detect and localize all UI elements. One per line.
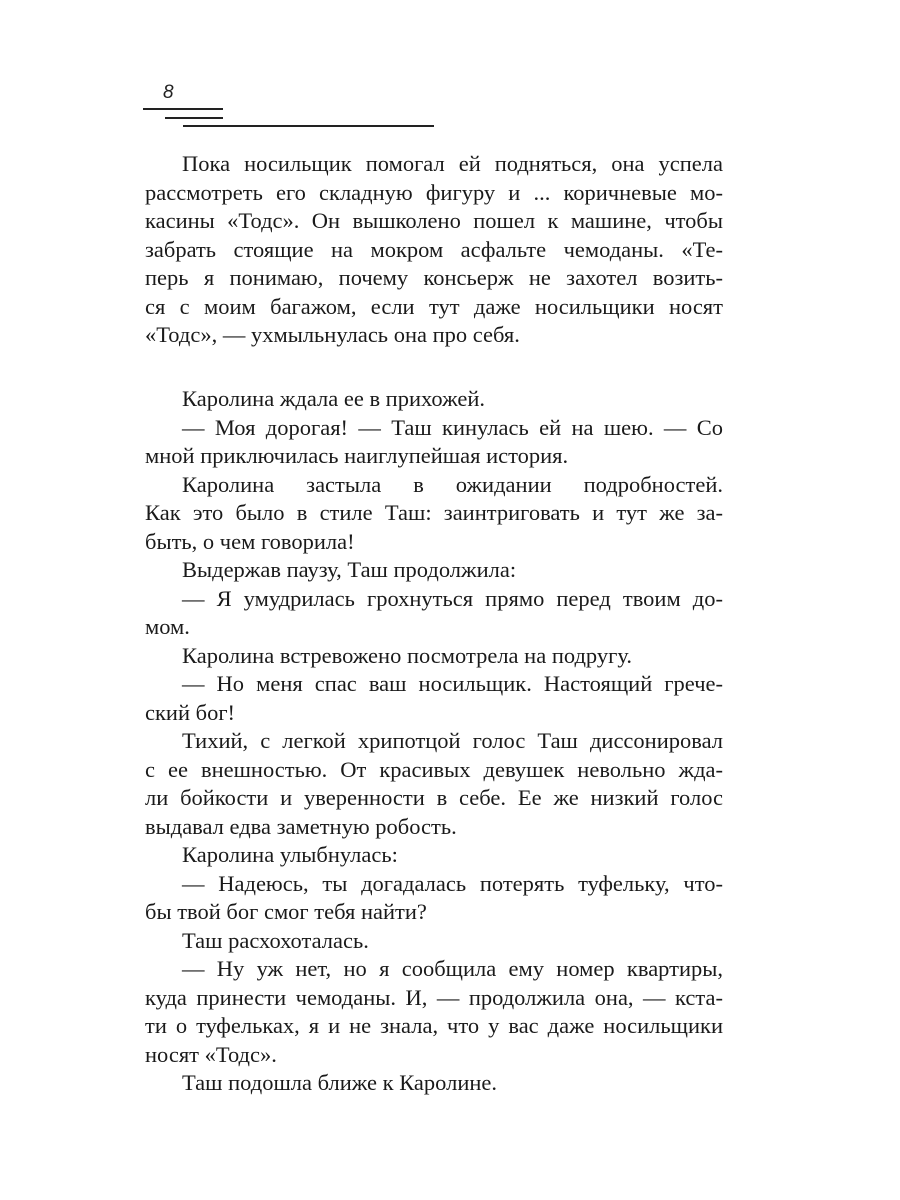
text-line: Таш расхохоталась. <box>182 927 369 953</box>
text-line: куда принести чемоданы. И, — продолжила она, — кста- <box>145 984 723 1010</box>
text-line: — Моя дорогая! — Таш кинулась ей на шею. — Со <box>182 414 723 440</box>
text-line: ли бойкости и уверенности в себе. Ее же низкий голос <box>145 785 723 810</box>
header-rule-middle <box>165 117 223 119</box>
text-line: «Тодс», — ухмыльнулась она про себя. <box>145 322 520 347</box>
text-line: ся с моим багажом, если тут даже носильщики носят <box>145 293 723 319</box>
text-line: с ее внешностью. От красивых девушек невольно жда- <box>145 756 723 782</box>
header-rule-long <box>183 125 434 127</box>
text-line: Выдержав паузу, Таш продолжила: <box>182 557 517 582</box>
text-line: Тихий, с легкой хрипотцой голос Таш диссонировал <box>182 728 723 753</box>
text-line: ти о туфельках, я и не знала, что у вас даже носильщики <box>145 1013 723 1038</box>
text-line: быть, о чем говорила! <box>145 528 355 554</box>
text-line: Как это было в стиле Таш: заинтриговать и тут же за- <box>145 500 723 525</box>
text-line: Каролина встревожено посмотрела на подругу. <box>182 642 632 668</box>
text-line: касины «Тодс». Он вышколено пошел к машине, чтобы <box>145 208 723 233</box>
text-line: Каролина улыбнулась: <box>182 842 398 867</box>
text-line: — Надеюсь, ты догадалась потерять туфельку, что- <box>182 870 723 896</box>
text-line: рассмотреть его складную фигуру и ... коричневые мо- <box>145 179 723 205</box>
text-line: забрать стоящие на мокром асфальте чемоданы. «Те- <box>145 236 723 262</box>
text-line: перь я понимаю, почему консьерж не захотел возить- <box>145 265 723 290</box>
text-line: носят «Тодс». <box>145 1041 277 1067</box>
text-line: Таш подошла ближе к Каролине. <box>182 1070 498 1095</box>
text-line: мной приключилась наиглупейшая история. <box>145 443 569 468</box>
text-line: Каролина ждала ее в прихожей. <box>182 386 486 411</box>
page-number: 8 <box>163 82 174 103</box>
text-line: бы твой бог смог тебя найти? <box>145 899 427 924</box>
text-line: — Я умудрилась грохнуться прямо перед твоим до- <box>182 585 723 611</box>
header-rule-top <box>143 108 223 110</box>
text-line: выдавал едва заметную робость. <box>145 813 457 839</box>
text-line: ский бог! <box>145 699 236 725</box>
text-line: мом. <box>145 614 190 639</box>
text-line: Пока носильщик помогал ей подняться, она успела <box>182 151 723 176</box>
text-line: Каролина застыла в ожидании подробностей. <box>182 471 723 497</box>
text-line: — Ну уж нет, но я сообщила ему номер квартиры, <box>182 956 723 981</box>
text-line: — Но меня спас ваш носильщик. Настоящий грече- <box>182 671 723 696</box>
